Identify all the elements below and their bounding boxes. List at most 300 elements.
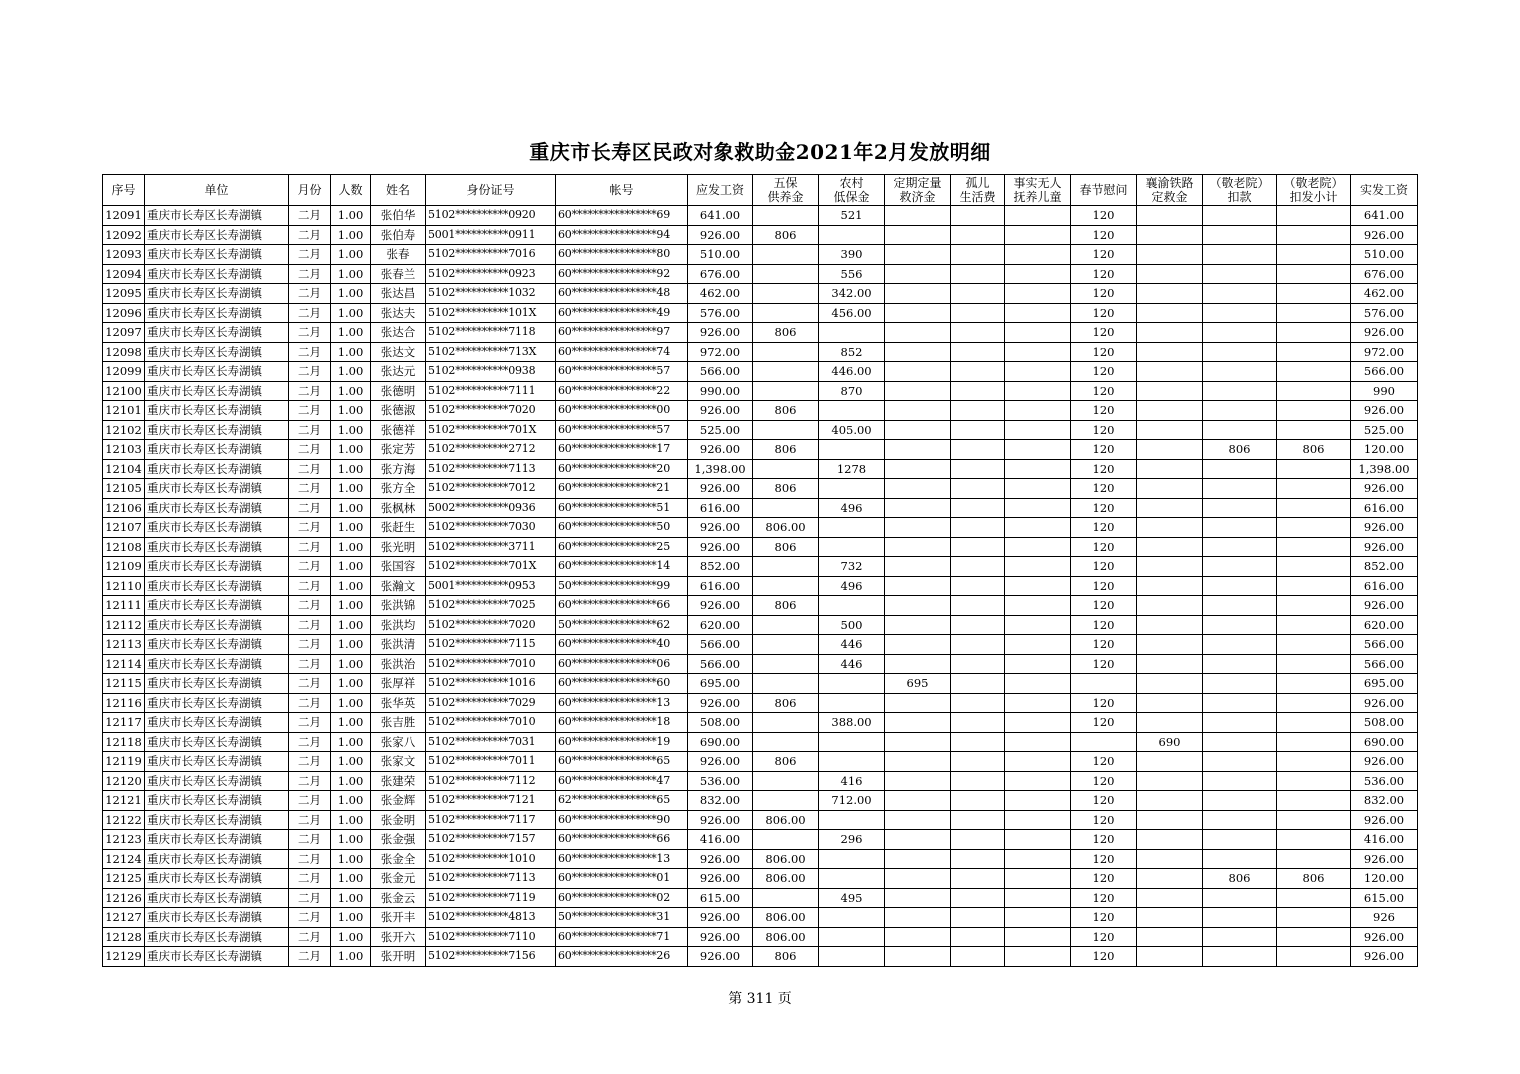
table-cell bbox=[753, 264, 819, 284]
table-cell: 120 bbox=[1071, 225, 1137, 245]
table-cell bbox=[819, 947, 885, 967]
table-cell bbox=[1137, 615, 1203, 635]
table-cell bbox=[885, 654, 951, 674]
table-cell: 二月 bbox=[289, 947, 331, 967]
table-cell bbox=[885, 732, 951, 752]
table-cell bbox=[1005, 810, 1071, 830]
table-cell bbox=[1137, 498, 1203, 518]
relief-fund-table bbox=[102, 174, 1418, 967]
table-row bbox=[103, 791, 1418, 811]
table-cell bbox=[1005, 440, 1071, 460]
table-cell: 二月 bbox=[289, 713, 331, 733]
table-cell: 525.00 bbox=[1351, 420, 1418, 440]
table-cell bbox=[1277, 225, 1351, 245]
table-cell bbox=[1277, 635, 1351, 655]
table-cell: 1.00 bbox=[331, 654, 371, 674]
table-cell: 12097 bbox=[103, 323, 145, 343]
table-cell: 二月 bbox=[289, 654, 331, 674]
table-cell: 张达元 bbox=[371, 362, 426, 382]
table-cell bbox=[951, 713, 1005, 733]
table-cell bbox=[1277, 303, 1351, 323]
table-cell: 5102**********7119 bbox=[426, 888, 556, 908]
table-cell: 12108 bbox=[103, 537, 145, 557]
table-cell bbox=[1005, 674, 1071, 694]
table-cell bbox=[1005, 713, 1071, 733]
table-cell: 12099 bbox=[103, 362, 145, 382]
table-cell: 1.00 bbox=[331, 264, 371, 284]
table-cell: 二月 bbox=[289, 342, 331, 362]
table-cell bbox=[885, 830, 951, 850]
table-cell bbox=[1203, 674, 1277, 694]
table-cell: 张伯华 bbox=[371, 206, 426, 226]
table-cell bbox=[753, 381, 819, 401]
table-cell bbox=[1137, 693, 1203, 713]
table-cell: 566.00 bbox=[688, 635, 753, 655]
table-cell: 12091 bbox=[103, 206, 145, 226]
table-cell: 806.00 bbox=[753, 849, 819, 869]
table-cell: 张洪治 bbox=[371, 654, 426, 674]
table-cell: 120 bbox=[1071, 362, 1137, 382]
table-cell: 615.00 bbox=[1351, 888, 1418, 908]
table-cell: 508.00 bbox=[1351, 713, 1418, 733]
table-cell: 120 bbox=[1071, 440, 1137, 460]
table-cell: 120 bbox=[1071, 635, 1137, 655]
table-cell: 416.00 bbox=[688, 830, 753, 850]
table-cell: 1.00 bbox=[331, 674, 371, 694]
table-cell: 重庆市长寿区长寿湖镇 bbox=[145, 830, 289, 850]
table-row bbox=[103, 771, 1418, 791]
table-cell bbox=[951, 908, 1005, 928]
table-cell: 990 bbox=[1351, 381, 1418, 401]
table-cell bbox=[1203, 810, 1277, 830]
table-cell bbox=[819, 479, 885, 499]
table-cell: 5102**********7010 bbox=[426, 713, 556, 733]
table-cell: 1.00 bbox=[331, 245, 371, 265]
table-cell bbox=[753, 713, 819, 733]
table-cell: 60****************19 bbox=[556, 732, 688, 752]
column-header: 人数 bbox=[331, 175, 371, 206]
table-cell bbox=[951, 225, 1005, 245]
table-cell: 二月 bbox=[289, 264, 331, 284]
table-cell: 1.00 bbox=[331, 381, 371, 401]
table-cell: 重庆市长寿区长寿湖镇 bbox=[145, 303, 289, 323]
table-cell: 616.00 bbox=[688, 498, 753, 518]
table-cell bbox=[1203, 596, 1277, 616]
table-cell: 张华英 bbox=[371, 693, 426, 713]
table-cell: 566.00 bbox=[688, 362, 753, 382]
table-cell bbox=[753, 498, 819, 518]
table-cell bbox=[753, 771, 819, 791]
table-cell: 120 bbox=[1071, 245, 1137, 265]
table-cell bbox=[1005, 303, 1071, 323]
table-cell bbox=[819, 908, 885, 928]
table-cell bbox=[1137, 596, 1203, 616]
table-cell: 870 bbox=[819, 381, 885, 401]
table-cell: 12116 bbox=[103, 693, 145, 713]
table-cell: 926 bbox=[1351, 908, 1418, 928]
table-cell: 462.00 bbox=[1351, 284, 1418, 304]
table-cell: 1.00 bbox=[331, 440, 371, 460]
table-cell bbox=[951, 830, 1005, 850]
table-cell: 12120 bbox=[103, 771, 145, 791]
table-cell: 832.00 bbox=[688, 791, 753, 811]
table-cell: 60****************01 bbox=[556, 869, 688, 889]
table-cell: 张德淑 bbox=[371, 401, 426, 421]
table-cell: 12100 bbox=[103, 381, 145, 401]
table-cell: 重庆市长寿区长寿湖镇 bbox=[145, 869, 289, 889]
table-cell: 二月 bbox=[289, 693, 331, 713]
table-cell bbox=[1203, 264, 1277, 284]
table-cell bbox=[885, 518, 951, 538]
table-cell: 5102**********7117 bbox=[426, 810, 556, 830]
table-cell bbox=[951, 752, 1005, 772]
table-cell bbox=[1277, 654, 1351, 674]
table-cell bbox=[1005, 498, 1071, 518]
table-cell bbox=[1137, 479, 1203, 499]
table-cell: 926.00 bbox=[688, 537, 753, 557]
table-cell bbox=[1277, 830, 1351, 850]
table-cell: 1.00 bbox=[331, 888, 371, 908]
table-cell: 446 bbox=[819, 635, 885, 655]
table-cell bbox=[1137, 830, 1203, 850]
table-cell: 1.00 bbox=[331, 810, 371, 830]
table-cell bbox=[885, 693, 951, 713]
table-cell bbox=[1137, 576, 1203, 596]
table-cell bbox=[753, 732, 819, 752]
table-cell bbox=[1203, 654, 1277, 674]
table-cell: 926.00 bbox=[688, 927, 753, 947]
table-row bbox=[103, 927, 1418, 947]
table-cell bbox=[753, 576, 819, 596]
table-cell: 1.00 bbox=[331, 206, 371, 226]
table-cell: 695.00 bbox=[688, 674, 753, 694]
table-cell: 50****************99 bbox=[556, 576, 688, 596]
table-cell bbox=[885, 752, 951, 772]
table-cell bbox=[1071, 674, 1137, 694]
table-cell bbox=[951, 459, 1005, 479]
table-cell bbox=[1005, 888, 1071, 908]
table-cell: 张达昌 bbox=[371, 284, 426, 304]
table-cell: 1.00 bbox=[331, 791, 371, 811]
table-cell bbox=[1137, 284, 1203, 304]
table-row bbox=[103, 440, 1418, 460]
table-cell: 二月 bbox=[289, 869, 331, 889]
table-cell bbox=[1277, 576, 1351, 596]
table-cell: 120 bbox=[1071, 323, 1137, 343]
table-cell: 张金云 bbox=[371, 888, 426, 908]
column-header: 定期定量 救济金 bbox=[885, 175, 951, 206]
table-cell bbox=[819, 810, 885, 830]
table-cell bbox=[1005, 576, 1071, 596]
column-header: 月份 bbox=[289, 175, 331, 206]
table-cell bbox=[1203, 732, 1277, 752]
table-row bbox=[103, 479, 1418, 499]
table-cell: 120 bbox=[1071, 927, 1137, 947]
column-header: （敬老院） 扣发小计 bbox=[1277, 175, 1351, 206]
table-cell: 5102**********7011 bbox=[426, 752, 556, 772]
table-cell bbox=[1005, 206, 1071, 226]
table-cell: 690.00 bbox=[688, 732, 753, 752]
table-cell: 张家文 bbox=[371, 752, 426, 772]
table-cell bbox=[819, 596, 885, 616]
table-cell: 60****************22 bbox=[556, 381, 688, 401]
table-cell bbox=[1203, 576, 1277, 596]
table-cell bbox=[951, 947, 1005, 967]
table-row bbox=[103, 615, 1418, 635]
table-cell: 5001**********0953 bbox=[426, 576, 556, 596]
table-cell: 510.00 bbox=[1351, 245, 1418, 265]
table-cell: 446 bbox=[819, 654, 885, 674]
table-cell: 1.00 bbox=[331, 596, 371, 616]
table-cell bbox=[885, 342, 951, 362]
table-cell: 50****************62 bbox=[556, 615, 688, 635]
table-cell: 重庆市长寿区长寿湖镇 bbox=[145, 206, 289, 226]
table-cell bbox=[951, 479, 1005, 499]
table-cell: 二月 bbox=[289, 479, 331, 499]
table-cell: 5102**********701X bbox=[426, 557, 556, 577]
table-cell: 5102**********7121 bbox=[426, 791, 556, 811]
table-cell: 5102**********7031 bbox=[426, 732, 556, 752]
table-cell: 496 bbox=[819, 576, 885, 596]
table-cell: 926.00 bbox=[1351, 752, 1418, 772]
table-cell: 416.00 bbox=[1351, 830, 1418, 850]
table-cell: 852.00 bbox=[1351, 557, 1418, 577]
table-row bbox=[103, 654, 1418, 674]
table-cell: 60****************02 bbox=[556, 888, 688, 908]
column-header: 帐号 bbox=[556, 175, 688, 206]
table-cell bbox=[951, 674, 1005, 694]
table-cell: 852.00 bbox=[688, 557, 753, 577]
table-cell: 5102**********4813 bbox=[426, 908, 556, 928]
table-cell: 60****************69 bbox=[556, 206, 688, 226]
table-cell bbox=[1203, 323, 1277, 343]
table-cell bbox=[1203, 927, 1277, 947]
table-cell bbox=[819, 537, 885, 557]
table-cell bbox=[1137, 206, 1203, 226]
table-row bbox=[103, 362, 1418, 382]
table-cell: 60****************80 bbox=[556, 245, 688, 265]
table-cell bbox=[1005, 459, 1071, 479]
table-cell: 1.00 bbox=[331, 732, 371, 752]
table-cell: 二月 bbox=[289, 674, 331, 694]
table-cell: 60****************94 bbox=[556, 225, 688, 245]
table-cell: 536.00 bbox=[1351, 771, 1418, 791]
table-cell bbox=[951, 771, 1005, 791]
table-cell: 695 bbox=[885, 674, 951, 694]
table-row bbox=[103, 908, 1418, 928]
table-cell: 1.00 bbox=[331, 693, 371, 713]
table-cell bbox=[1277, 810, 1351, 830]
table-cell bbox=[885, 576, 951, 596]
table-cell: 1.00 bbox=[331, 947, 371, 967]
table-cell: 5102**********0938 bbox=[426, 362, 556, 382]
table-cell: 重庆市长寿区长寿湖镇 bbox=[145, 810, 289, 830]
table-cell: 620.00 bbox=[1351, 615, 1418, 635]
table-cell: 二月 bbox=[289, 810, 331, 830]
table-cell: 12104 bbox=[103, 459, 145, 479]
table-cell: 60****************06 bbox=[556, 654, 688, 674]
table-cell bbox=[1137, 674, 1203, 694]
table-cell: 120 bbox=[1071, 752, 1137, 772]
table-cell: 926.00 bbox=[1351, 323, 1418, 343]
table-cell: 566.00 bbox=[688, 654, 753, 674]
table-cell: 60****************26 bbox=[556, 947, 688, 967]
table-cell: 二月 bbox=[289, 830, 331, 850]
table-cell: 二月 bbox=[289, 615, 331, 635]
table-cell: 1.00 bbox=[331, 849, 371, 869]
table-cell: 462.00 bbox=[688, 284, 753, 304]
table-cell: 120 bbox=[1071, 576, 1137, 596]
table-cell: 12127 bbox=[103, 908, 145, 928]
table-cell: 806 bbox=[753, 479, 819, 499]
table-cell: 12124 bbox=[103, 849, 145, 869]
table-cell: 852 bbox=[819, 342, 885, 362]
table-cell: 120 bbox=[1071, 284, 1137, 304]
column-header: 孤儿 生活费 bbox=[951, 175, 1005, 206]
table-cell: 50****************31 bbox=[556, 908, 688, 928]
table-cell bbox=[1005, 869, 1071, 889]
table-cell: 重庆市长寿区长寿湖镇 bbox=[145, 362, 289, 382]
table-cell: 12107 bbox=[103, 518, 145, 538]
table-cell: 二月 bbox=[289, 225, 331, 245]
table-cell: 二月 bbox=[289, 206, 331, 226]
table-cell: 926.00 bbox=[688, 693, 753, 713]
table-cell bbox=[1203, 947, 1277, 967]
table-cell: 60****************13 bbox=[556, 849, 688, 869]
table-cell: 60****************48 bbox=[556, 284, 688, 304]
table-cell: 重庆市长寿区长寿湖镇 bbox=[145, 927, 289, 947]
table-cell bbox=[951, 596, 1005, 616]
table-cell bbox=[1277, 596, 1351, 616]
table-cell: 120 bbox=[1071, 869, 1137, 889]
table-cell: 12094 bbox=[103, 264, 145, 284]
table-cell bbox=[1277, 771, 1351, 791]
table-cell: 二月 bbox=[289, 596, 331, 616]
table-cell bbox=[951, 362, 1005, 382]
table-cell: 12122 bbox=[103, 810, 145, 830]
table-cell: 12110 bbox=[103, 576, 145, 596]
table-cell: 1,398.00 bbox=[1351, 459, 1418, 479]
table-cell: 12129 bbox=[103, 947, 145, 967]
table-cell bbox=[1277, 264, 1351, 284]
table-cell bbox=[1277, 401, 1351, 421]
table-cell: 5102**********701X bbox=[426, 420, 556, 440]
table-row bbox=[103, 947, 1418, 967]
table-row bbox=[103, 713, 1418, 733]
table-cell: 120 bbox=[1071, 498, 1137, 518]
table-cell: 重庆市长寿区长寿湖镇 bbox=[145, 615, 289, 635]
table-cell: 832.00 bbox=[1351, 791, 1418, 811]
table-row bbox=[103, 635, 1418, 655]
table-cell: 1.00 bbox=[331, 537, 371, 557]
table-row bbox=[103, 381, 1418, 401]
table-cell bbox=[1203, 693, 1277, 713]
table-cell: 二月 bbox=[289, 401, 331, 421]
table-cell: 5102**********7012 bbox=[426, 479, 556, 499]
table-cell: 12109 bbox=[103, 557, 145, 577]
table-cell: 1.00 bbox=[331, 830, 371, 850]
table-cell: 1.00 bbox=[331, 225, 371, 245]
table-cell bbox=[819, 518, 885, 538]
table-cell: 120.00 bbox=[1351, 869, 1418, 889]
table-cell: 120 bbox=[1071, 303, 1137, 323]
table-cell bbox=[885, 401, 951, 421]
table-cell bbox=[885, 245, 951, 265]
table-cell: 5102**********1010 bbox=[426, 849, 556, 869]
table-cell bbox=[1005, 693, 1071, 713]
table-cell bbox=[1005, 284, 1071, 304]
table-cell: 重庆市长寿区长寿湖镇 bbox=[145, 518, 289, 538]
table-cell: 566.00 bbox=[1351, 654, 1418, 674]
table-cell bbox=[1203, 245, 1277, 265]
table-cell bbox=[1137, 303, 1203, 323]
table-cell bbox=[885, 225, 951, 245]
table-cell bbox=[951, 498, 1005, 518]
table-cell bbox=[1277, 245, 1351, 265]
table-cell: 732 bbox=[819, 557, 885, 577]
page-number: 第 311 页 bbox=[728, 991, 792, 1007]
table-row bbox=[103, 206, 1418, 226]
table-cell: 60****************50 bbox=[556, 518, 688, 538]
table-cell bbox=[1277, 732, 1351, 752]
table-cell bbox=[753, 206, 819, 226]
table-cell: 重庆市长寿区长寿湖镇 bbox=[145, 888, 289, 908]
table-cell: 张国容 bbox=[371, 557, 426, 577]
table-cell: 12112 bbox=[103, 615, 145, 635]
table-cell bbox=[885, 498, 951, 518]
table-cell bbox=[753, 557, 819, 577]
table-cell: 296 bbox=[819, 830, 885, 850]
table-cell: 972.00 bbox=[1351, 342, 1418, 362]
table-cell bbox=[1137, 771, 1203, 791]
table-cell bbox=[1277, 479, 1351, 499]
table-cell bbox=[1137, 869, 1203, 889]
table-cell: 1.00 bbox=[331, 713, 371, 733]
table-cell bbox=[819, 225, 885, 245]
table-cell: 重庆市长寿区长寿湖镇 bbox=[145, 557, 289, 577]
column-header: 襄渝铁路 定救金 bbox=[1137, 175, 1203, 206]
table-cell: 806.00 bbox=[753, 927, 819, 947]
table-cell bbox=[753, 791, 819, 811]
table-cell bbox=[1277, 498, 1351, 518]
table-cell bbox=[1005, 947, 1071, 967]
table-cell bbox=[885, 791, 951, 811]
table-cell bbox=[1005, 830, 1071, 850]
table-cell: 60****************65 bbox=[556, 752, 688, 772]
table-cell: 120 bbox=[1071, 791, 1137, 811]
table-cell: 二月 bbox=[289, 635, 331, 655]
table-cell bbox=[885, 420, 951, 440]
table-cell: 120 bbox=[1071, 947, 1137, 967]
table-cell: 张方海 bbox=[371, 459, 426, 479]
table-cell bbox=[1005, 420, 1071, 440]
table-cell: 616.00 bbox=[1351, 576, 1418, 596]
table-cell bbox=[951, 654, 1005, 674]
table-cell: 二月 bbox=[289, 732, 331, 752]
table-cell bbox=[1137, 635, 1203, 655]
table-cell bbox=[1203, 518, 1277, 538]
table-cell bbox=[1137, 362, 1203, 382]
table-cell: 二月 bbox=[289, 537, 331, 557]
table-cell: 690 bbox=[1137, 732, 1203, 752]
table-cell: 1.00 bbox=[331, 498, 371, 518]
table-cell: 806 bbox=[1277, 440, 1351, 460]
table-cell: 重庆市长寿区长寿湖镇 bbox=[145, 459, 289, 479]
table-cell bbox=[885, 479, 951, 499]
table-cell bbox=[885, 440, 951, 460]
table-cell bbox=[1203, 206, 1277, 226]
table-cell bbox=[1137, 225, 1203, 245]
